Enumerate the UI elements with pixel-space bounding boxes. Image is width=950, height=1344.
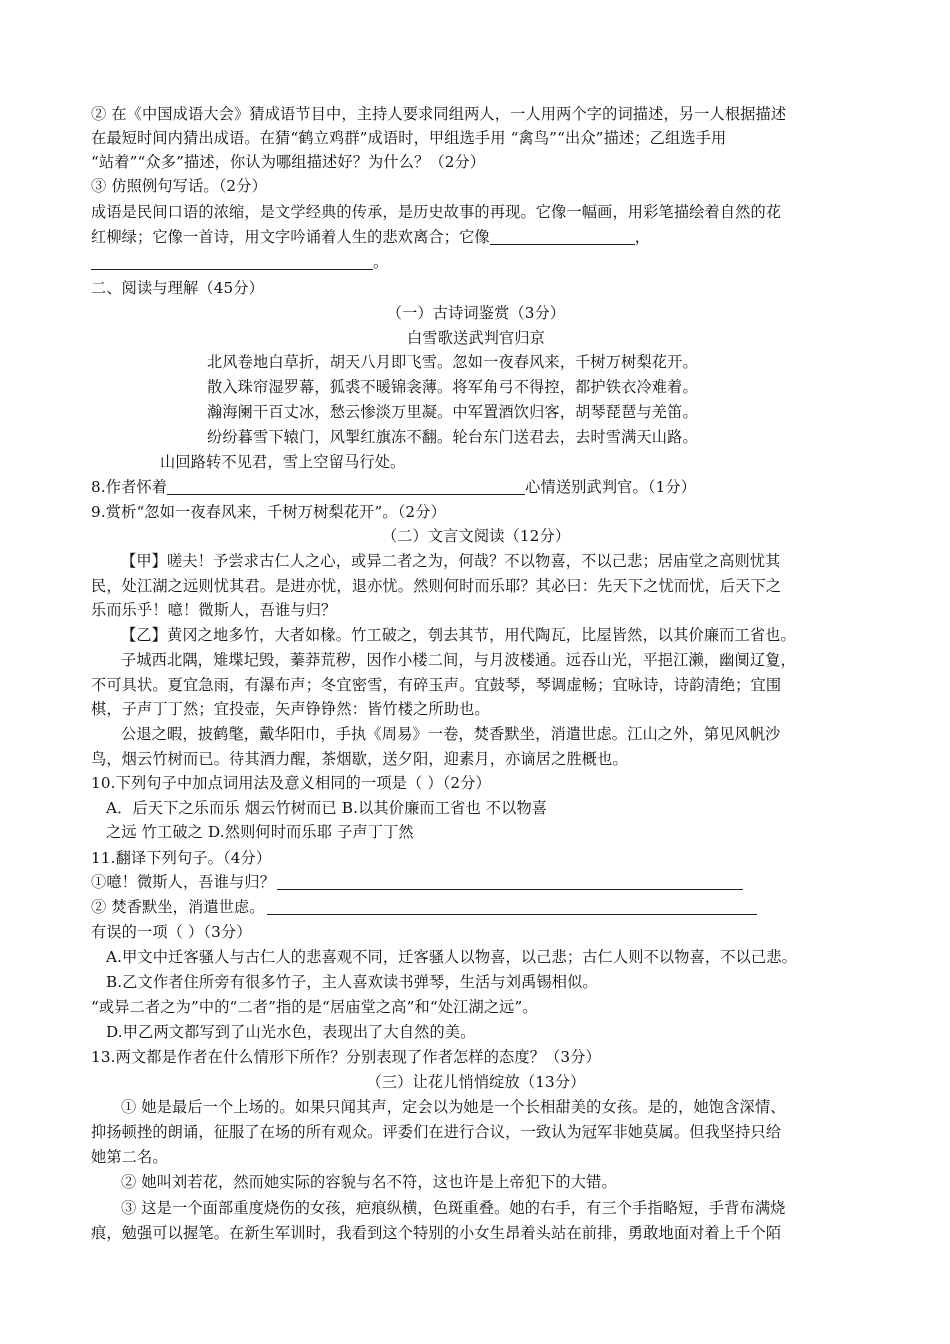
- passage-line: 她第二名。: [91, 1148, 168, 1166]
- translate-item: [91, 870, 861, 894]
- passage-line: 抑扬顿挫的朗诵，征服了在场的所有观众。评委们在进行合议，一致认为冠军非她莫属。但我坚持只给: [91, 1123, 782, 1141]
- translate-item: [91, 895, 861, 919]
- text-segment: 。: [373, 253, 389, 271]
- subsection-heading: （二）文言文阅读（12分）: [381, 527, 571, 545]
- text-segment: 8.作者怀着: [91, 478, 168, 496]
- question-option: 之远 竹工破之 D.然则何时而乐耶 子声丁丁然: [106, 823, 414, 841]
- passage-line: 子城西北隅，雉堞圮毁，蓁莽荒秽，因作小楼二间，与月波楼通。远吞山光，平挹江濑，幽阒辽夐，: [121, 651, 796, 669]
- passage-line: ③ 这是一个面部重度烧伤的女孩，疤痕纵横，色斑重叠。她的右手，有三个手指略短，手背布满烧: [121, 1199, 786, 1217]
- poem-title: 白雪歌送武判官归京: [406, 329, 546, 347]
- passage-line: 棋，子声丁丁然；宜投壶，矢声铮铮然：皆竹楼之所助也。: [91, 700, 490, 718]
- poem-line: 纷纷暮雪下辕门，风掣红旗冻不翻。轮台东门送君去，去时雪满天山路。: [207, 428, 698, 446]
- answer-blank[interactable]: [167, 479, 525, 495]
- question-option: B.乙文作者住所旁有很多竹子，主人喜欢读书弹琴，生活与刘禹锡相似。: [106, 973, 598, 991]
- poem-line: 散入珠帘湿罗幕，狐裘不暖锦衾薄。将军角弓不得控，都护铁衣冷难着。: [207, 378, 698, 396]
- question-8: [91, 475, 861, 499]
- subsection-heading: （一）古诗词鉴赏（3分）: [386, 304, 566, 322]
- text-segment: ，: [634, 228, 651, 246]
- passage-line: 公退之暇，披鹤氅，戴华阳巾，手执《周易》一卷，焚香默坐，消遣世虑。江山之外，第见风帆沙: [121, 725, 781, 743]
- text-segment: 红柳绿；它像一首诗，用文字吟诵着人生的悲欢离合；它像: [91, 228, 490, 246]
- text-segment: ② 焚香默坐，消遣世虑。: [91, 898, 265, 916]
- poem-line: 山回路转不见君，雪上空留马行处。: [160, 453, 406, 471]
- section-heading: 二、阅读与理解（45分）: [91, 279, 265, 297]
- question-option: “或异二者之为”中的“二者”指的是“居庙堂之高”和“处江湖之远”。: [91, 998, 538, 1016]
- passage-line: 不可具状。夏宜急雨，有瀑布声；冬宜密雪，有碎玉声。宜鼓琴，琴调虚畅；宜咏诗，诗韵清绝；宜围: [91, 676, 782, 694]
- passage-line: 【乙】黄冈之地多竹，大者如椽。竹工破之，刳去其节，用代陶瓦，比屋皆然，以其价廉而工省也。: [121, 626, 796, 644]
- passage-line: 痕，勉强可以握笔。在新生军训时，我看到这个特别的小女生昂着头站在前排，勇敢地面对着上千个陌: [91, 1224, 782, 1242]
- answer-blank[interactable]: [490, 229, 635, 245]
- passage-line: ① 她是最后一个上场的。如果只闻其声，定会以为她是一个长相甜美的女孩。是的，她饱含深情、: [121, 1098, 786, 1116]
- question-12: 有误的一项（ ）（3分）: [91, 923, 252, 941]
- question-11: 11.翻译下列句子。（4分）: [91, 849, 272, 867]
- text-segment: ①噫！微斯人，吾谁与归？: [91, 873, 276, 891]
- poem-line: 瀚海阑干百丈冰，愁云惨淡万里凝。中军置酒饮归客，胡琴琵琶与羌笛。: [207, 403, 698, 421]
- passage-line: 民，处江湖之远则忧其君。是进亦忧，退亦忧。然则何时而乐耶？其必曰：先天下之忧而忧，后天下之: [91, 577, 782, 595]
- question-10: 10.下列句子中加点词用法及意义相同的一项是（ ）（2分）: [91, 774, 491, 792]
- question-option: A.甲文中迁客骚人与古仁人的悲喜观不同，迁客骚人以物喜，以己悲；古仁人则不以物喜，不以己悲。: [106, 948, 797, 966]
- question-9: 9.赏析“忽如一夜春风来，千树万树梨花开”。（2分）: [91, 503, 446, 521]
- answer-blank[interactable]: [267, 899, 757, 915]
- poem-line: 北风卷地白草折，胡天八月即飞雪。忽如一夜春风来，千树万树梨花开。: [207, 353, 698, 371]
- text-line: ③ 仿照例句写话。（2分）: [91, 177, 267, 195]
- text-line: [91, 250, 861, 274]
- answer-blank[interactable]: [91, 254, 373, 270]
- text-line: “站着”“众多”描述，你认为哪组描述好？为什么？（2分）: [91, 153, 486, 171]
- passage-line: 【甲】嗟夫！予尝求古仁人之心，或异二者之为，何哉？不以物喜，不以己悲；居庙堂之高则忧其: [121, 552, 781, 570]
- text-line: 成语是民间口语的浓缩，是文学经典的传承，是历史故事的再现。它像一幅画，用彩笔描绘着自然的花: [91, 203, 782, 221]
- question-option: A．后天下之乐而乐 烟云竹树而已 B.以其价廉而工省也 不以物喜: [106, 799, 548, 817]
- text-line: [91, 225, 861, 249]
- text-line: ② 在《中国成语大会》猜成语节目中，主持人要求同组两人，一人用两个字的词描述，另一人根据描述: [91, 105, 787, 123]
- text-line: 在最短时间内猜出成语。在猜“鹤立鸡群”成语时，甲组选手用 “禽鸟”“出众”描述；乙组选手用: [91, 129, 727, 147]
- question-13: 13.两文都是作者在什么情形下所作？分别表现了作者怎样的态度？（3分）: [91, 1048, 601, 1066]
- subsection-heading: （三）让花儿悄悄绽放（13分）: [366, 1073, 586, 1091]
- answer-blank[interactable]: [277, 874, 743, 890]
- passage-line: ② 她叫刘若花，然而她实际的容貌与名不符，这也许是上帝犯下的大错。: [121, 1173, 617, 1191]
- text-segment: 心情送别武判官。（1分）: [525, 478, 697, 496]
- passage-line: 鸟，烟云竹树而已。待其酒力醒，茶烟歇，送夕阳，迎素月，亦谪居之胜概也。: [91, 750, 628, 768]
- passage-line: 乐而乐乎！噫！微斯人，吾谁与归？: [91, 601, 337, 619]
- question-option: D.甲乙两文都写到了山光水色，表现出了大自然的美。: [106, 1023, 476, 1041]
